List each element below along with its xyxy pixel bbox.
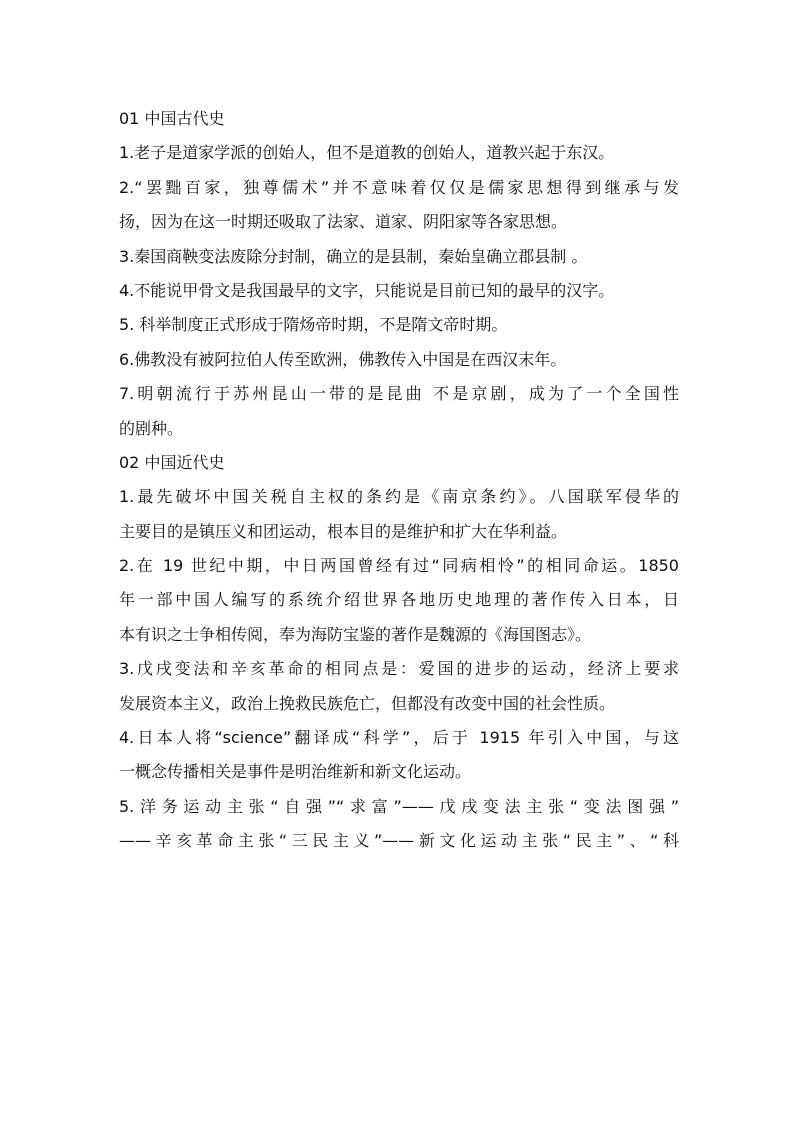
paragraph-line: 主要目的是镇压义和团运动，根本目的是维护和扩大在华利益。 <box>119 521 568 541</box>
paragraph-line: 6.佛教没有被阿拉伯人传至欧洲，佛教传入中国是在西汉末年。 <box>119 349 567 369</box>
paragraph-line: 4.不能说甲骨文是我国最早的文字，只能说是目前已知的最早的汉字。 <box>119 280 615 300</box>
paragraph-line: 2.在 19 世纪中期，中日两国曾经有过“同病相怜”的相同命运。1850 <box>119 556 679 576</box>
paragraph-line: 本有识之士争相传阅，奉为海防宝鉴的著作是魏源的《海国图志》。 <box>119 624 592 644</box>
paragraph-line: 7.明朝流行于苏州昆山一带的是昆曲 不是京剧，成为了一个全国性 <box>119 384 679 404</box>
paragraph-line: 2.“罢黜百家，独尊儒术”并不意味着仅仅是儒家思想得到继承与发 <box>119 177 679 197</box>
paragraph-line: 扬，因为在这一时期还吸取了法家、道家、阴阳家等各家思想。 <box>119 212 568 232</box>
paragraph-line: ——辛亥革命主张“三民主义”——新文化运动主张“民主”、“科 <box>119 831 679 851</box>
paragraph-line: 3.秦国商鞅变法废除分封制，确立的是县制，秦始皇确立郡县制 。 <box>119 246 588 266</box>
paragraph-line: 发展资本主义，政治上挽救民族危亡，但都没有改变中国的社会性质。 <box>119 693 616 713</box>
paragraph-line: 年一部中国人编写的系统介绍世界各地历史地理的著作传入日本，日 <box>119 590 679 610</box>
document-body <box>119 102 679 859</box>
paragraph-line: 的剧种。 <box>119 418 184 438</box>
paragraph-line: 3.戊戌变法和辛亥革命的相同点是：爱国的进步的运动，经济上要求 <box>119 659 679 679</box>
paragraph-line: 4.日本人将“science”翻译成“科学”，后于 1915 年引入中国，与这 <box>119 728 679 748</box>
paragraph-line: 5. 科举制度正式形成于隋炀帝时期，不是隋文帝时期。 <box>119 315 508 335</box>
paragraph-line: 1.最先破坏中国关税自主权的条约是《南京条约》。八国联军侵华的 <box>119 487 679 507</box>
section-heading-ancient-history: 01 中国古代史 <box>119 109 225 128</box>
section-heading-modern-history: 02 中国近代史 <box>119 452 225 472</box>
paragraph-line: 5.洋务运动主张“自强”“求富”——戊戌变法主张“变法图强” <box>119 796 679 816</box>
paragraph-line: 1.老子是道家学派的创始人，但不是道教的创始人，道教兴起于东汉。 <box>119 143 615 163</box>
paragraph-line: 一概念传播相关是事件是明治维新和新文化运动。 <box>119 762 472 782</box>
